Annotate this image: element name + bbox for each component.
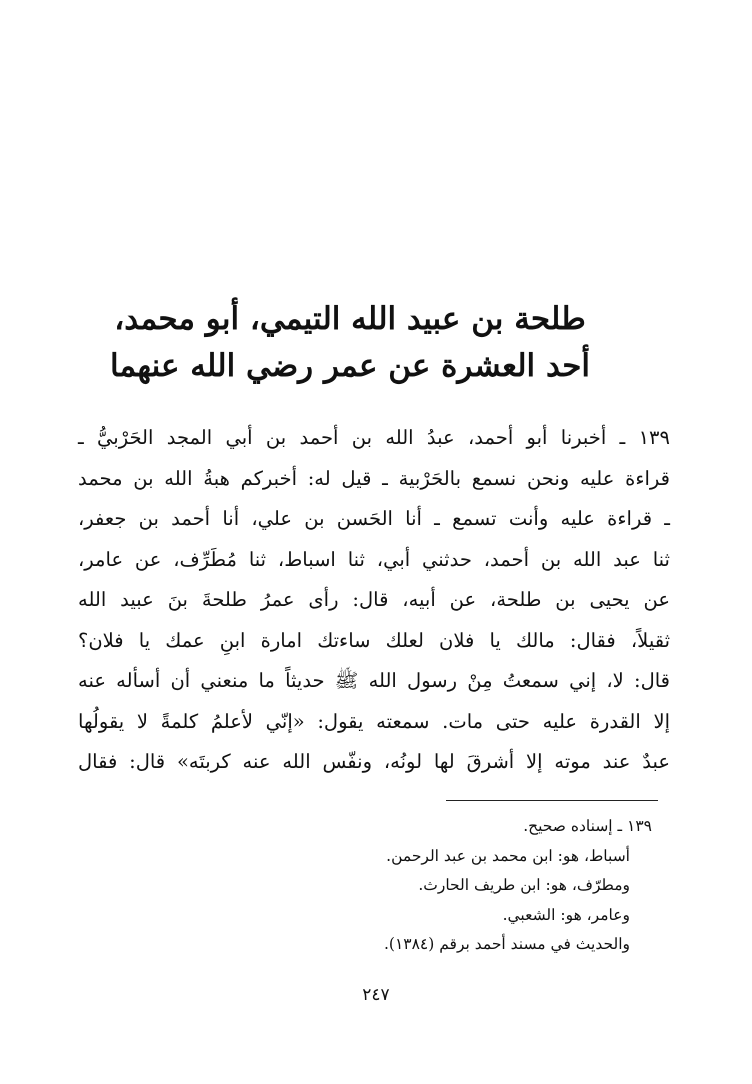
hadith-text [78, 418, 670, 783]
text-line-5: عن يحيى بن طلحة، عن أبيه، قال: رأى عمرُ طلحةَ بنَ عبيد الله [78, 588, 670, 611]
text-line-3: ـ قراءة عليه وأنت تسمع ـ أنا الحَسن بن علي، أنا أحمد بن جعفر، [78, 507, 670, 530]
footnote-line-3: ومطرّف، هو: ابن طريف الحارث. [418, 876, 630, 894]
text-line-2: قراءة عليه ونحن نسمع بالحَرْبية ـ قيل له: أخبركم هبةُ الله بن محمد [78, 466, 670, 490]
text-line-9: عبدٌ عند موته إلا أشرقَ لها لونُه، ونفّس الله عنه كربتَه» قال: فقال [78, 750, 670, 773]
text-line-4: ثنا عبد الله بن أحمد، حدثني أبي، ثنا اسباط، ثنا مُطَرِّف، عن عامر، [78, 547, 670, 571]
footnote-line-5: والحديث في مسند أحمد برقم (١٣٨٤). [383, 935, 630, 953]
text-line-7: قال: لا، إني سمعتُ مِنْ رسول الله ﷺ حديثاً ما منعني أن أسأله عنه [78, 669, 670, 692]
footnote-line-4: وعامر، هو: الشعبي. [502, 905, 630, 924]
heading-line-2: أحد العشرة عن عمر رضي الله عنهما [109, 348, 590, 384]
text-line-6: ثقيلاً، فقال: مالك يا فلان لعلك ساءتك امارة ابنِ عمك يا فلان؟ [78, 628, 670, 652]
footnote-line-1: ١٣٩ ـ إسناده صحيح. [523, 817, 652, 835]
footnotes [232, 812, 652, 960]
page-number: ٢٤٧ [362, 985, 390, 1005]
text-line-8: إلا القدرة عليه حتى مات. سمعته يقول: «إنّي لأعلمُ كلمةً لا يقولُها [78, 709, 670, 733]
text-line-1: ١٣٩ ـ أخبرنا أبو أحمد، عبدُ الله بن أحمد بن أبي المجد الحَرْبيُّ ـ [78, 426, 670, 449]
footnote-line-2: أسباط، هو: ابن محمد بن عبد الرحمن. [386, 846, 630, 865]
heading-line-1: طلحة بن عبيد الله التيمي، أبو محمد، [114, 301, 586, 337]
chapter-heading [90, 296, 610, 390]
footnote-separator [446, 800, 658, 801]
